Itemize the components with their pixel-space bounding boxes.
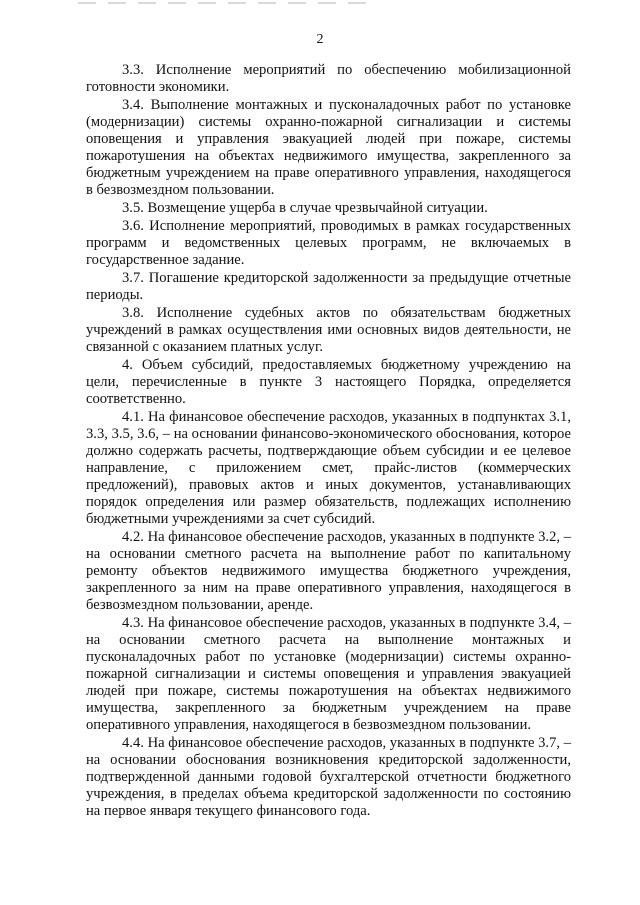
paragraph-3-4: 3.4. Выполнение монтажных и пусконаладочных работ по установке (модернизации) системы охранно-пожарной сигнализации и системы оповещения и управления эвакуацией людей при пожаре, системы пожаротушения на объектах недвижимого имущества, закрепленного за бюджетным учреждением на праве оперативного управления, находящегося в безвозмездном пользовании. xyxy=(86,97,571,198)
paragraph-3-3: 3.3. Исполнение мероприятий по обеспечению мобилизационной готовности экономики. xyxy=(86,62,571,95)
document-body xyxy=(86,62,571,821)
paragraph-3-6: 3.6. Исполнение мероприятий, проводимых в рамках государственных программ и ведомственных целевых программ, не включаемых в государственное задание. xyxy=(86,218,571,268)
scan-artifact-line xyxy=(78,2,378,4)
paragraph-4: 4. Объем субсидий, предоставляемых бюджетному учреждению на цели, перечисленные в пункте 3 настоящего Порядка, определяется соответственно. xyxy=(86,357,571,407)
paragraph-3-7: 3.7. Погашение кредиторской задолженности за предыдущие отчетные периоды. xyxy=(86,270,571,303)
page-number: 2 xyxy=(316,32,324,47)
paragraph-4-3: 4.3. На финансовое обеспечение расходов, указанных в подпункте 3.4, – на основании сметного расчета на выполнение монтажных и пусконаладочных работ по установке (модернизации) системы охранно-пожарной сигнализации и системы оповещения и управления эвакуацией людей при пожаре, системы пожаротушения на объектах недвижимого имущества, закрепленного за бюджетным учреждением на праве оперативного управления, находящегося в безвозмездном пользовании. xyxy=(86,615,571,733)
paragraph-4-1: 4.1. На финансовое обеспечение расходов, указанных в подпунктах 3.1, 3.3, 3.5, 3.6, – на основании финансово-экономического обоснования, которое должно содержать расчеты, подтверждающие объем субсидии и ее целевое направление, с приложением смет, прайс-листов (коммерческих предложений), правовых актов и иных документов, устанавливающих порядок определения или размер обязательств, подлежащих исполнению бюджетными учреждениями за счет субсидий. xyxy=(86,409,571,527)
paragraph-3-5: 3.5. Возмещение ущерба в случае чрезвычайной ситуации. xyxy=(122,200,488,216)
paragraph-3-8: 3.8. Исполнение судебных актов по обязательствам бюджетных учреждений в рамках осуществления ими основных видов деятельности, не связанной с оказанием платных услуг. xyxy=(86,305,571,355)
paragraph-4-4: 4.4. На финансовое обеспечение расходов, указанных в подпункте 3.7, – на основании обоснования возникновения кредиторской задолженности, подтвержденной данными годовой бухгалтерской отчетности бюджетного учреждения, в пределах объема кредиторской задолженности по состоянию на первое января текущего финансового года. xyxy=(86,735,571,819)
paragraph-4-2: 4.2. На финансовое обеспечение расходов, указанных в подпункте 3.2, – на основании сметного расчета на выполнение работ по капитальному ремонту объектов недвижимого имущества бюджетного учреждения, закрепленного за ним на праве оперативного управления, находящегося в безвозмездном пользовании, аренде. xyxy=(86,529,571,613)
